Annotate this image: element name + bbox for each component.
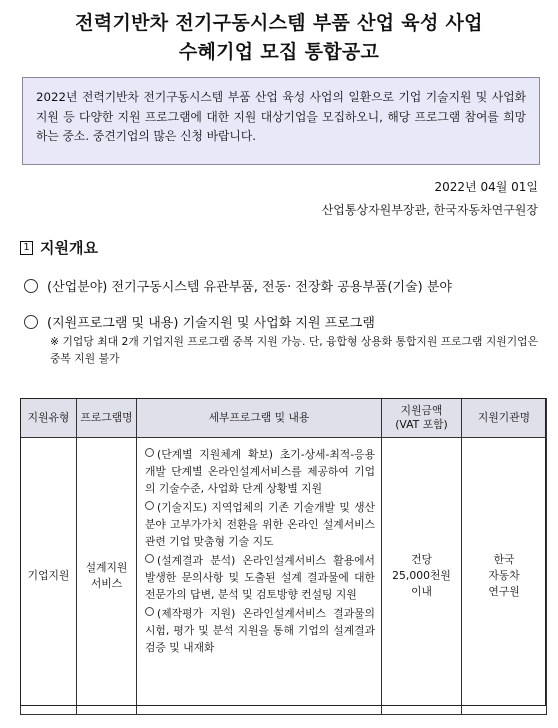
- detail-text: (설계결과 분석) 온라인설계서비스 활용에서 발생한 문의사항 및 도출된 설계 결과물에 대한 전문가의 답변, 분석 및 검토방향 컨설팅 지원: [145, 554, 375, 601]
- detail-item: [145, 552, 375, 603]
- header-support-type: 지원유형: [21, 399, 77, 438]
- note-text: ※ 기업당 최대 2개 기업지원 프로그램 중복 지원 가능. 단, 융합형 상용화 통합지원 프로그램 지원기업은 중복 지원 불가: [50, 335, 539, 365]
- section-title: 지원개요: [40, 239, 98, 257]
- detail-item: [145, 499, 375, 550]
- circle-bullet-icon: [145, 554, 154, 563]
- intro-text: 2022년 전력기반차 전기구동시스템 부품 산업 육성 사업의 일환으로 기업 기술지원 및 사업화지원 등 다양한 지원 프로그램에 대한 지원 대상기업을 모집하오니, 해당 프로그램 참여를 희망하는 중소. 중견기업의 많은 신청 바랍니다.: [36, 90, 526, 143]
- header-program-name: 프로그램명: [77, 399, 137, 438]
- table-row: [21, 438, 547, 715]
- bullet-text: (산업분야) 전기구동시스템 유관부품, 전동· 전장화 공용부품(기술) 분야: [47, 280, 452, 295]
- circle-bullet-icon: [24, 315, 38, 329]
- cell-agency: 한국 자동차 연구원: [462, 438, 547, 715]
- header-details: 세부프로그램 및 내용: [137, 399, 382, 438]
- section-heading: [20, 237, 98, 258]
- circle-bullet-icon: [145, 607, 154, 616]
- circle-bullet-icon: [145, 448, 154, 457]
- circle-bullet-icon: [24, 279, 38, 293]
- section-number-box: 1: [20, 241, 33, 255]
- intro-box: [22, 77, 540, 165]
- announcement-date: 2022년 04월 01일: [434, 180, 538, 194]
- cell-program-name: 설계지원 서비스: [77, 438, 137, 715]
- issuer: 산업통상자원부장관, 한국자동차연구원장: [321, 203, 538, 217]
- detail-text: (제작평가 지원) 온라인설계서비스 결과물의 시험, 평가 및 분석 지원을 통해 기업의 설계결과 검증 및 내재화: [145, 607, 375, 654]
- table-header-row: [21, 399, 547, 438]
- circle-bullet-icon: [145, 501, 154, 510]
- page-title-line1: 전력기반차 전기구동시스템 부품 산업 육성 사업: [75, 12, 483, 34]
- page-title-line2: 수혜기업 모집 통합공고: [178, 41, 380, 63]
- cell-amount: 건당 25,000천원 이내: [382, 438, 462, 715]
- bullet-industry: [24, 276, 452, 295]
- support-table: [20, 398, 547, 715]
- cell-details: [137, 438, 382, 715]
- detail-item: [145, 446, 375, 497]
- header-amount: 지원금액 (VAT 포함): [382, 399, 462, 438]
- header-agency: 지원기관명: [462, 399, 547, 438]
- detail-text: (단계별 지원체계 확보) 초기-상세-최적-응용 개발 단계별 온라인설계서비스를 제공하여 기업의 기술수준, 사업화 단계 상황별 지원: [145, 448, 375, 495]
- bullet-program: [24, 312, 375, 331]
- cell-support-type: 기업지원: [21, 438, 77, 715]
- detail-text: (기술지도) 지역업체의 기존 기술개발 및 생산분야 고부가가치 전환을 위한 온라인 설계서비스 관련 기업 맞춤형 기술 지도: [145, 501, 375, 548]
- detail-item: [145, 605, 375, 656]
- bullet-text: (지원프로그램 및 내용) 기술지원 및 사업화 지원 프로그램: [47, 316, 375, 331]
